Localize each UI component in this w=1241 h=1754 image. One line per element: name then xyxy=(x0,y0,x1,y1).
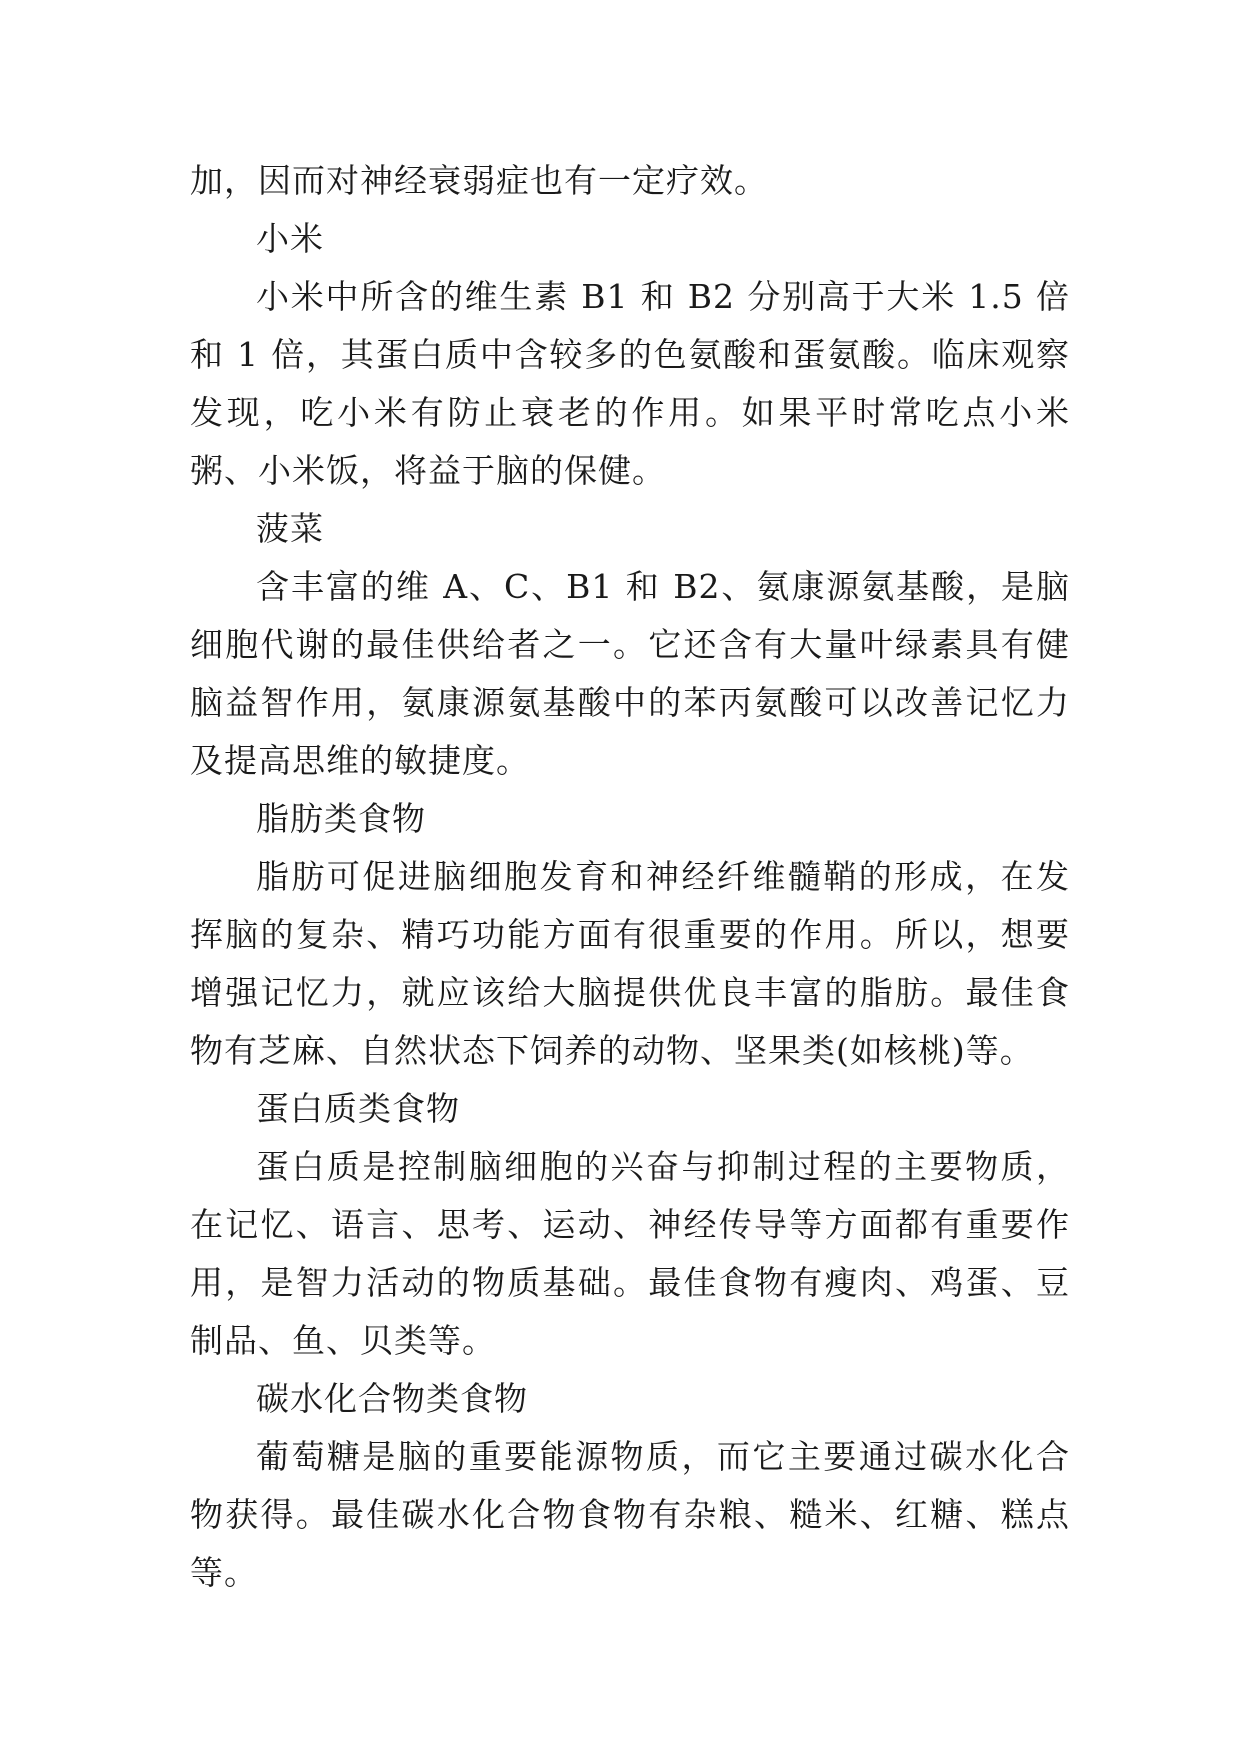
section-heading-carbohydrate-foods: 碳水化合物类食物 xyxy=(256,1379,528,1418)
paragraph-continued: 加，因而对神经衰弱症也有一定疗效。 xyxy=(190,161,768,200)
section-heading-fat-foods: 脂肪类食物 xyxy=(256,799,426,838)
section-heading-millet: 小米 xyxy=(256,219,324,258)
paragraph-carbohydrate-foods: 葡萄糖是脑的重要能源物质，而它主要通过碳水化合物获得。最佳碳水化合物食物有杂粮、糙米、红糖、糕点等。 xyxy=(190,1437,1070,1592)
paragraph-millet: 小米中所含的维生素 B1 和 B2 分别高于大米 1.5 倍和 1 倍，其蛋白质中含较多的色氨酸和蛋氨酸。临床观察发现，吃小米有防止衰老的作用。如果平时常吃点小米粥、小米饭，将益于脑的保健。 xyxy=(190,277,1070,490)
section-heading-protein-foods: 蛋白质类食物 xyxy=(256,1089,460,1128)
paragraph-protein-foods: 蛋白质是控制脑细胞的兴奋与抑制过程的主要物质，在记忆、语言、思考、运动、神经传导等方面都有重要作用，是智力活动的物质基础。最佳食物有瘦肉、鸡蛋、豆制品、鱼、贝类等。 xyxy=(190,1147,1070,1360)
document-page xyxy=(190,152,1070,1602)
paragraph-spinach: 含丰富的维 A、C、B1 和 B2、氨康源氨基酸，是脑细胞代谢的最佳供给者之一。它还含有大量叶绿素具有健脑益智作用，氨康源氨基酸中的苯丙氨酸可以改善记忆力及提高思维的敏捷度。 xyxy=(190,567,1070,780)
paragraph-fat-foods: 脂肪可促进脑细胞发育和神经纤维髓鞘的形成，在发挥脑的复杂、精巧功能方面有很重要的作用。所以，想要增强记忆力，就应该给大脑提供优良丰富的脂肪。最佳食物有芝麻、自然状态下饲养的动物、坚果类(如核桃)等。 xyxy=(190,857,1070,1070)
section-heading-spinach: 菠菜 xyxy=(256,509,324,548)
